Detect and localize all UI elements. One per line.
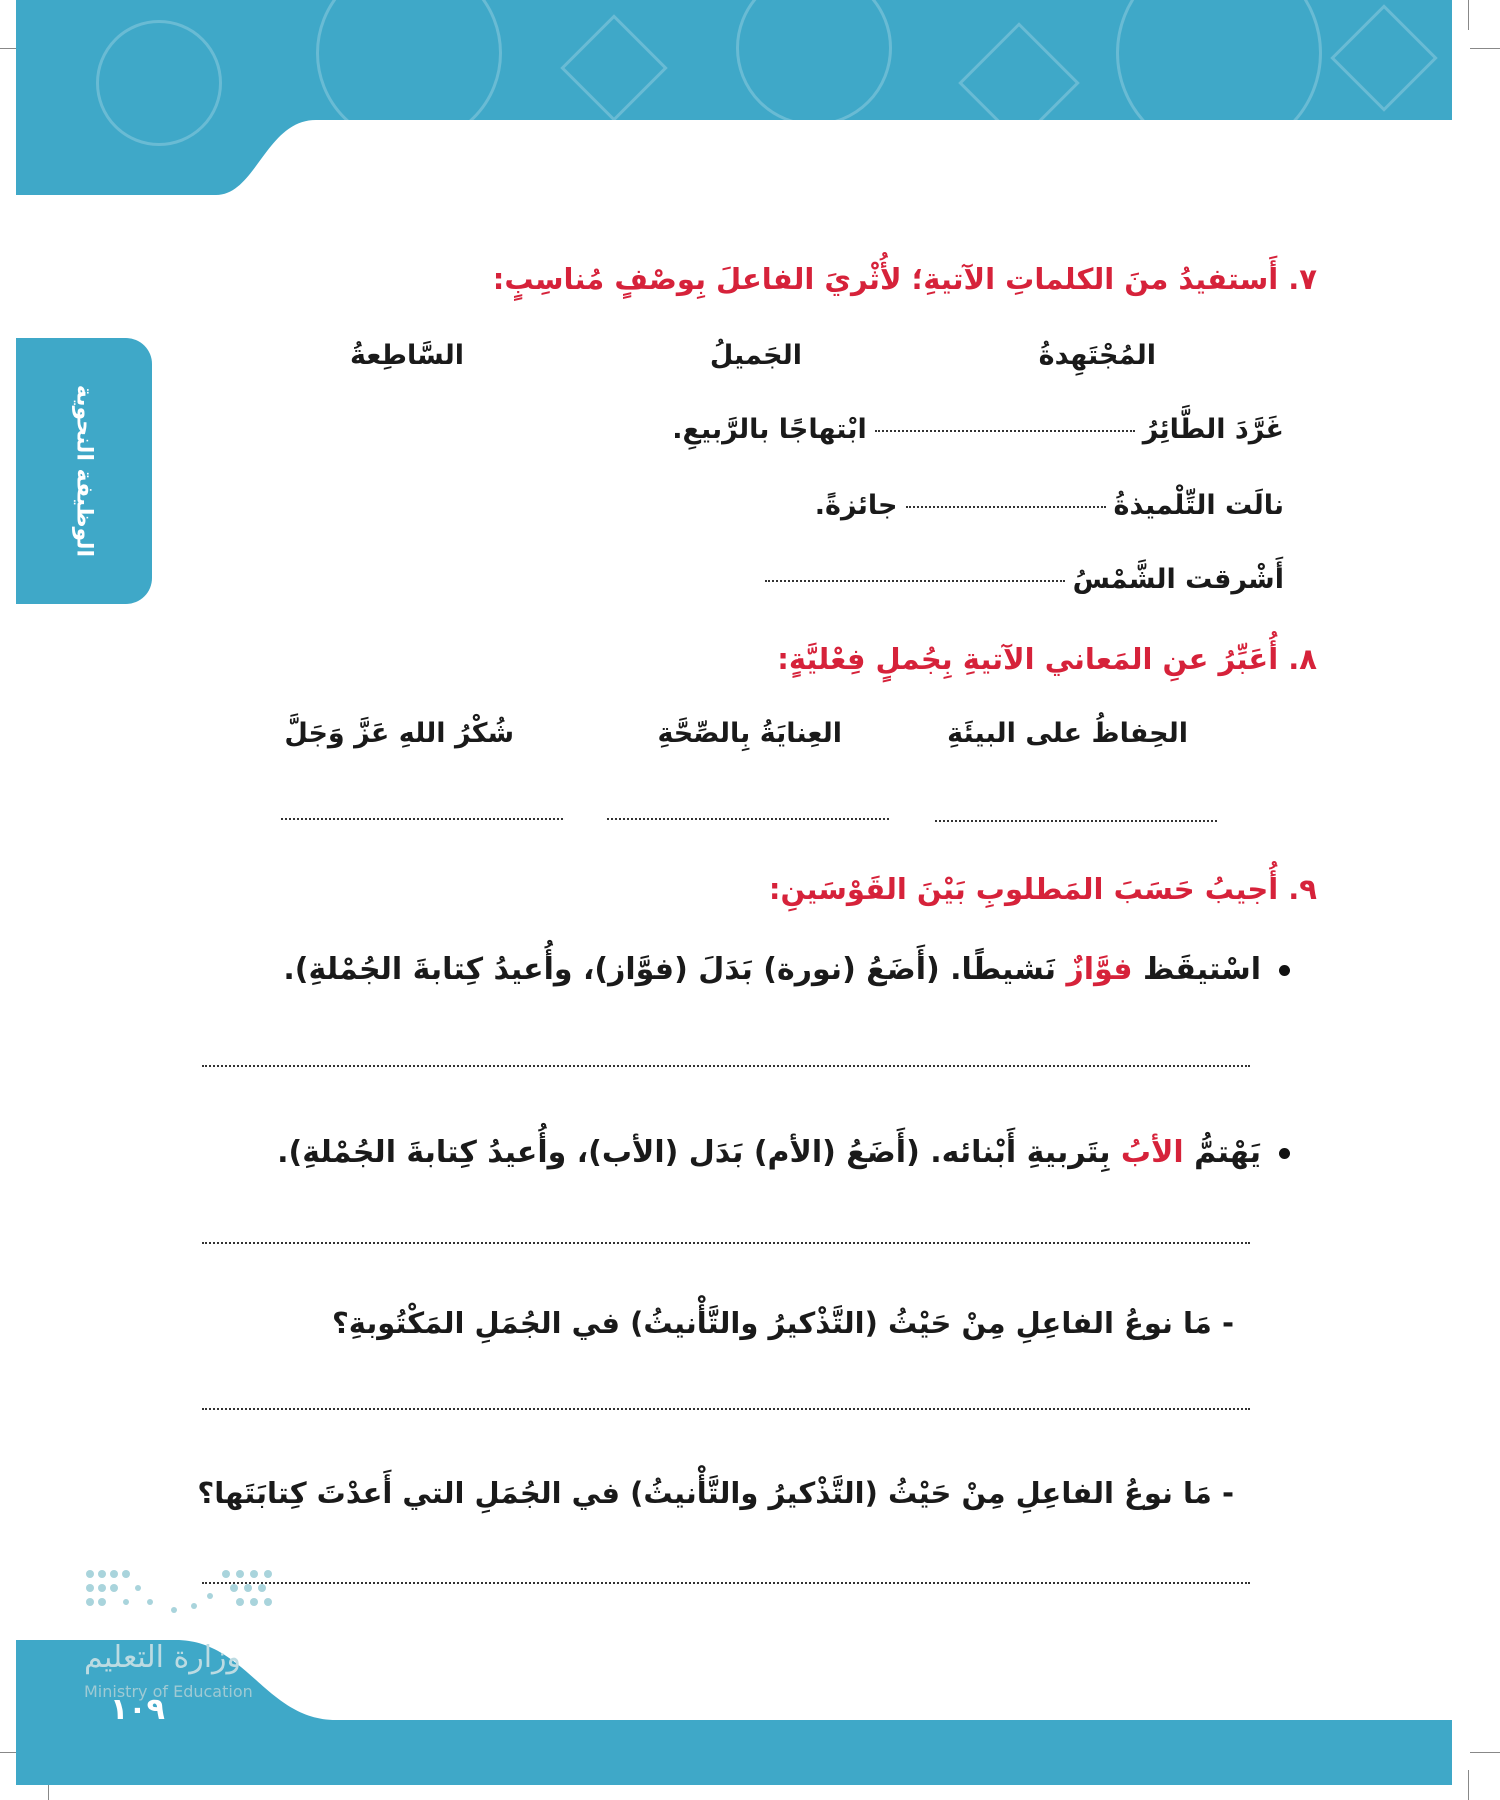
crop-mark: [1468, 0, 1469, 30]
question-7-title: ٧. أَستفيدُ منَ الكلماتِ الآتيةِ؛ لأُثْريَ الفاعلَ بِوصْفٍ مُناسِبٍ:: [492, 262, 1317, 296]
answer-line[interactable]: [202, 1408, 1250, 1410]
sub-question: - مَا نوعُ الفاعِلِ مِنْ حَيْثُ (التَّذْكيرُ والتَّأْنيثُ) في الجُمَلِ التي أَعدْتَ كِتابَتَها؟: [197, 1476, 1234, 1510]
side-tab-label: الوظيفة النحوية: [71, 384, 97, 558]
bullet-text: بِتَربيةِ أَبْنائه. (أَضَعُ (الأم) بَدَل (الأب)، وأُعيدُ كِتابةَ الجُمْلةِ).: [277, 1135, 1111, 1170]
bullet-text: يَهْتمُّ: [1194, 1135, 1261, 1170]
chapter-side-tab: [16, 338, 152, 604]
page-number: ١٠٩: [110, 1692, 165, 1727]
answer-line[interactable]: [202, 1582, 1250, 1584]
meaning-item: العِنايَةُ بِالصِّحَّةِ: [657, 718, 842, 749]
meaning-item: الحِفاظُ على البيئَةِ: [947, 718, 1188, 749]
sentence-end: ابْتهاجًا بالرَّبيعِ.: [672, 414, 867, 445]
highlighted-subject: فوَّازٌ: [1066, 952, 1133, 987]
crop-mark: [1468, 1770, 1469, 1800]
answer-line[interactable]: [202, 1242, 1250, 1244]
sentence-start: غَرَّدَ الطَّائِرُ: [1142, 414, 1284, 445]
blank[interactable]: [906, 506, 1106, 508]
blank[interactable]: [765, 580, 1065, 582]
bullet-item: [277, 1135, 1290, 1170]
bullet-text: نَشيطًا. (أَضَعُ (نورة) بَدَلَ (فوَّاز)، وأُعيدُ كِتابةَ الجُمْلةِ).: [283, 952, 1057, 987]
sentence-line: [815, 490, 1284, 521]
bullet-dot: [1279, 1148, 1290, 1159]
word-option: الجَميلُ: [709, 340, 802, 371]
answer-line[interactable]: [935, 820, 1217, 822]
word-option: السَّاطِعةُ: [349, 340, 464, 371]
bullet-item: [283, 952, 1290, 987]
header-shape: [16, 110, 1452, 200]
ministry-logo-subtext: Ministry of Education: [84, 1682, 253, 1701]
answer-line[interactable]: [202, 1065, 1250, 1067]
answer-line[interactable]: [281, 818, 563, 820]
blank[interactable]: [875, 430, 1135, 432]
crop-mark: [1470, 1752, 1500, 1753]
crop-mark: [1470, 48, 1500, 49]
bullet-dot: [1279, 965, 1290, 976]
question-9-title: ٩. أُجيبُ حَسَبَ المَطلوبِ بَيْنَ القَوْسَينِ:: [768, 872, 1317, 906]
word-option: المُجْتَهِدةُ: [1038, 340, 1156, 371]
sub-question: - مَا نوعُ الفاعِلِ مِنْ حَيْثُ (التَّذْكيرُ والتَّأْنيثُ) في الجُمَلِ المَكْتُوبةِ؟: [331, 1306, 1234, 1340]
sentence-end: جائزةً.: [814, 490, 898, 521]
ministry-logo-icon: [84, 1566, 274, 1626]
sentence-line: [672, 414, 1284, 445]
bullet-text: اسْتيقَظ: [1143, 952, 1261, 987]
question-8-title: ٨. أُعَبِّرُ عنِ المَعاني الآتيةِ بِجُملٍ فِعْليَّةٍ:: [777, 642, 1317, 676]
ministry-logo-text: وزارة التعليم: [84, 1640, 242, 1675]
sentence-line: [757, 564, 1284, 595]
meaning-item: شُكْرُ اللهِ عَزَّ وَجَلَّ: [284, 718, 514, 749]
answer-line[interactable]: [607, 818, 889, 820]
highlighted-subject: الأبُ: [1120, 1135, 1184, 1170]
sentence-start: نالَت التِّلْميذةُ: [1113, 490, 1284, 521]
sentence-start: أَشْرقت الشَّمْسُ: [1072, 564, 1284, 595]
